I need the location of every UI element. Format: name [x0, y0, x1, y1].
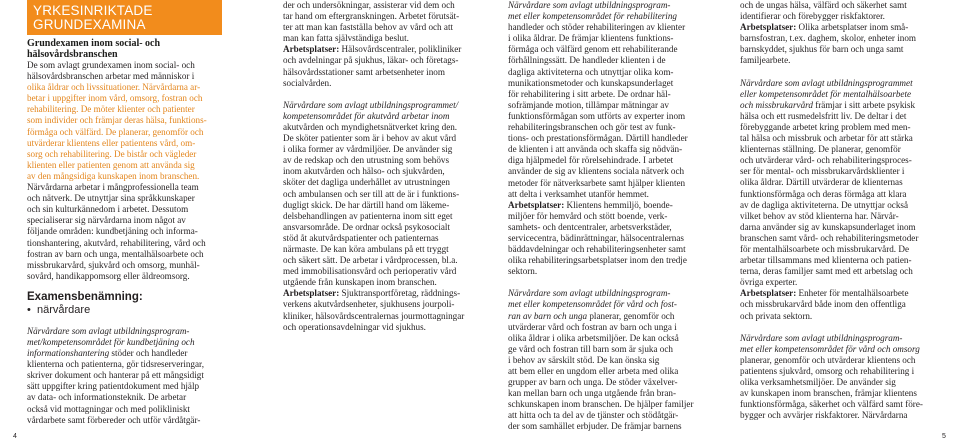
text-line — [740, 100, 936, 111]
text-line: i olika åldrar. De främjar klientens funktions- — [508, 33, 674, 44]
text-line: och nätverk. De utnyttjar sina språkkunskaper — [27, 193, 195, 204]
text-span: och missbrukarvård — [740, 99, 813, 110]
text-line: rehabilitering. De möter klienter och patienter — [27, 104, 195, 115]
text-line: att hitta och ta del av de tjänster och stödåtgär- — [508, 410, 679, 421]
text-line: terna, deras familjer samt med ett arbetslag och — [740, 266, 913, 277]
text-line: av de redskap och den utrustning som behövs — [283, 155, 449, 166]
text-line: stöd åt akutvårdspatienter och patienternas — [283, 232, 439, 243]
text-line: barnskyddet, sjukhus för barn och unga samt — [740, 44, 904, 55]
text-line: övriga experter. — [740, 277, 798, 288]
text-line: i olika former av vårdmiljöer. De använder sig — [283, 144, 453, 155]
text-line: funktionsförmåga och deras förmåga att klara — [740, 188, 907, 199]
text-line — [508, 311, 704, 322]
text-line: vårdarbete samt förbereder och utför vårdåtgär- — [27, 414, 201, 425]
text-line: de klienten i att använda och skaffa sig nödvän- — [508, 144, 683, 155]
text-line: tar hand om eftergranskningen. Arbetet förutsät- — [283, 11, 460, 22]
text-line: Närvårdarna arbetar i mångprofessionella team — [27, 182, 199, 193]
chapter-header-line2: GRUNDEXAMINA — [33, 17, 146, 32]
text-line: sofrämjande motion, tillämpar mätningar av — [508, 99, 669, 110]
text-line: att bem eller en ungdom eller arbeta med olika — [508, 366, 679, 376]
workplaces-paragraph-1 — [508, 200, 704, 278]
text-line: De som avlagt grundexamen inom social- och — [27, 60, 195, 70]
text-line: och ambulansen och ser till att de är i funktions- — [283, 188, 460, 199]
text-line: darna använder sig av kunskapsunderlaget inom — [740, 221, 916, 232]
text-line — [283, 288, 475, 299]
text-line: inom akutvården och hälso- och sjukvården, — [283, 166, 445, 177]
text-line: av de dagliga aktiviteterna. De utnyttjar också — [740, 199, 908, 210]
text-line: tions- och prestationsförmågan. Därtill handleder — [508, 133, 688, 144]
text-line: sovård, handikappomsorg eller äldreomsorg. — [27, 270, 190, 281]
text-line: också vid mottagningar och med polikliniskt — [27, 403, 190, 414]
text-line: Närvårdare som avlagt utbildningsprogram- — [740, 332, 903, 343]
text-line: av data- och informationsteknik. De arbetar — [27, 392, 187, 403]
text-line: kompetensområdet för akutvård arbetar inom — [283, 110, 450, 121]
section-title: Grundexamen inom social- och hälsovårdsbranschen — [27, 38, 161, 60]
text-line: av den mångsidiga kunskapen inom branschen. — [27, 170, 200, 181]
text-line: Närvårdare som avlagt utbildningsprogrammet/ — [283, 99, 459, 110]
text-line: sorg och rehabilitering. De bistår och vägleder — [27, 148, 197, 159]
text-line: schkunskapen inom branschen. De hjälper familjer — [508, 399, 694, 410]
text-line: att delta i verksamhet utanför hemmet. — [508, 188, 649, 199]
text-line: följande områden: kundbetjäning och informa- — [27, 226, 198, 237]
text-line: verkens akutvårdsenheter, sjukhusens jourpoli- — [283, 299, 455, 310]
text-line: förebyggande arbetet kring problem med men- — [740, 121, 911, 132]
paragraph-kundbetjaning — [27, 326, 222, 426]
text-span: Enheter för mentalhälsoarbete — [796, 288, 909, 299]
text-line: hälsa och ett rusmedelsfritt liv. De deltar i det — [740, 110, 907, 121]
text-line: dagliga aktiviteterna och utnyttjar olika kom- — [508, 66, 674, 77]
text-line: metoder för nätverksarbete samt hjälper klienten — [508, 177, 686, 188]
text-line: familjearbete. — [740, 55, 791, 66]
text-line: Närvårdare som avlagt utbildningsprogram- — [27, 325, 190, 336]
text-line: bäddavdelningar och rehabiliteringsenheter samt — [508, 244, 686, 255]
text-line: ansvarsområde. De ordnar också psykosocialt — [283, 221, 450, 232]
text-line: met eller kompetensområdet för vård och omsorg — [740, 343, 920, 354]
text-line: utvärderar vård och fostran av barn och unga i — [508, 321, 677, 332]
text-line: och sin kulturkännedom i arbetet. Dessutom — [27, 204, 189, 215]
text-span: Olika arbetsplatser inom små- — [796, 22, 909, 33]
text-line: miljöer för hemvård och stött boende, verk- — [508, 210, 668, 221]
text-line: rehabiliteringsbranschen och gör test av funk- — [508, 122, 676, 133]
text-line: av kunskapen inom branschen, främjar klientens — [740, 388, 917, 399]
text-line: och avdelningar på sjukhus, läkar- och företags- — [283, 55, 459, 66]
text-line: met eller kompetensområdet för vård och fost- — [508, 299, 677, 310]
text-line: förmåga och välfärd. De planerar, genomför och — [27, 126, 204, 137]
workplaces-paragraph-2 — [283, 288, 475, 332]
text-line: tal hälsa och missbruk och arbetar för att stärka — [740, 133, 913, 144]
text-span: främjar i sitt arbete psykisk — [812, 99, 916, 110]
chapter-header-line1: YRKESINRIKTADE — [33, 3, 153, 18]
intro-paragraph — [27, 60, 222, 282]
bullet-icon: • — [27, 303, 31, 316]
text-line: ser för mental- och missbrukarvårdsklienter i — [740, 166, 905, 177]
text-line: De sköter patienter som är i behov av akut vård — [283, 133, 457, 144]
text-line: akutvården och myndighetsnätverket kring den. — [283, 121, 458, 132]
text-line: planerar, genomför och utvärderar klientens och — [740, 354, 916, 365]
column-2 — [283, 0, 475, 333]
exam-list-item — [27, 304, 222, 317]
text-line: kan mellan barn och unga utgående från bran- — [508, 388, 676, 399]
text-line: olika verksamhetsmiljöer. De använder sig — [740, 377, 896, 387]
text-line: funktionsförmåga, säkerhet och välfärd samt före- — [740, 399, 923, 410]
text-span: informationshantering — [27, 348, 110, 359]
text-span: Hälsovårdscentraler, polikliniker — [339, 44, 462, 55]
text-line: bygger och avvärjer riskfaktorer. Närvårdarna — [740, 410, 908, 421]
text-span: stöder och handleder — [109, 348, 188, 359]
text-span: Sjuktransportföretag, räddnings- — [339, 288, 461, 299]
text-span: ran av barn och unga — [508, 310, 588, 321]
text-line: sköter det dagliga underhållet av utrustningen — [283, 177, 450, 188]
text-line: kliniker, hälsovårdscentralernas jourmottagningar — [283, 310, 465, 321]
text-line: ter att man kan fastställa behov av vård och att — [283, 22, 454, 33]
text-line: patientens sjukvård, omsorg och rehabilitering i — [740, 365, 915, 376]
paragraph-mentalhalsa — [740, 78, 936, 289]
text-line: der och undersökningar, assisterar vid dem och — [283, 0, 455, 10]
text-line: skriver dokument och hanterar på ett mångsidigt — [27, 370, 204, 381]
text-line: diga hjälpmedel för rörelsehindrade. I arbetet — [508, 155, 674, 166]
text-line: Närvårdare som avlagt utbildningsprogram- — [508, 0, 671, 10]
text-line — [508, 200, 704, 211]
workplaces-paragraph-1 — [283, 44, 475, 88]
text-line: barnsfostran, t.ex. daghem, skolor, enheter inom — [740, 33, 917, 44]
column-1 — [27, 0, 222, 426]
text-line: grupper av barn och unga. De stöder växelver- — [508, 377, 678, 388]
text-line: för mentalhälsoarbete och missbrukarvård. De — [740, 243, 910, 254]
text-line: klienterna och patienterna, gör tidsreserveringar, — [27, 359, 204, 370]
text-line: handleder och stöder rehabiliteringen av klienter — [508, 22, 686, 33]
text-line — [27, 348, 222, 359]
text-line: branschen samt vård- och rehabiliteringsmetoder — [740, 232, 919, 243]
text-line: vilket behov av stöd klienterna har. Närvår- — [740, 210, 899, 221]
workplaces-paragraph-1 — [740, 22, 936, 66]
text-line: missbrukarvård, sjukvård och omsorg, munhäl- — [27, 259, 200, 270]
text-line: arbetar tillsammans med klienterna och patien- — [740, 255, 912, 266]
text-line: förhållningssätt. De handleder klienten i de — [508, 55, 666, 66]
text-line: socialvården. — [283, 77, 332, 88]
text-line: identifierar och förebygger riskfaktorer. — [740, 11, 885, 22]
text-line: Närvårdare som avlagt utbildningsprogrammet — [740, 77, 913, 88]
paragraph-barn-unga — [508, 288, 704, 432]
workplaces-label: Arbetsplatser: — [740, 288, 797, 299]
text-line: olika åldrar i olika arbetsmiljöer. De kan också — [508, 332, 679, 343]
text-line: för rehabilitering i sitt arbete. De ordnar häl- — [508, 88, 671, 99]
text-line: olika åldrar. Därtill utvärderar de klienternas — [740, 177, 903, 188]
workplaces-label: Arbetsplatser: — [508, 199, 565, 210]
text-line: funktionsförmågan som utförts av experter inom — [508, 110, 686, 121]
text-line: och operationsavdelningar vid sjukhus. — [283, 321, 426, 332]
text-line: samhets- och dentcentraler, arbetsverkstäder, — [508, 221, 672, 232]
workplaces-paragraph-2 — [740, 288, 936, 321]
text-line: ge vård och fostran till barn som är sjuka och — [508, 343, 673, 354]
text-line: betar i uppgifter inom vård, omsorg, fostran och — [27, 93, 203, 104]
text-line: olika åldrar och livssituationer. Närvårdarna ar- — [27, 82, 201, 93]
text-line: olika rehabiliteringsarbetsplatser inom den tredje — [508, 255, 687, 266]
text-span: planerar, genomför och — [587, 310, 675, 321]
column-4 — [740, 0, 936, 421]
paragraph-rehabilitering — [508, 0, 704, 200]
text-line: der som samhället erbjuder. De främjar barnens — [508, 421, 682, 432]
exam-item-text: närvårdare — [37, 303, 91, 316]
text-line: närmaste. De kan köra ambulans på ett tryggt — [283, 243, 449, 254]
text-span: Klientens hemmiljö, boende- — [564, 199, 673, 210]
page-number-left: 4 — [13, 433, 17, 440]
paragraph-continued — [740, 0, 936, 22]
chapter-header — [27, 0, 222, 35]
text-line: specialiserar sig närvårdarna inom något av — [27, 215, 186, 226]
text-line: i behov av särskilt stöd. De kan önska sig — [508, 354, 660, 365]
paragraph-akutvard — [283, 100, 475, 289]
text-line: tionshantering, akutvård, rehabilitering, vård och — [27, 237, 206, 248]
text-line: utgående från kunskapen inom branschen. — [283, 277, 437, 288]
exam-title: Examensbenämning: — [27, 290, 143, 303]
page-number-right: 5 — [942, 433, 946, 440]
workplaces-label: Arbetsplatser: — [283, 44, 340, 55]
text-line: servicecentra, bädinrättningar, hälsocentralernas — [508, 232, 684, 243]
text-line: hälsovårdsstationer samt arbetsenheter inom — [283, 66, 445, 77]
text-line: klienternas ställning. De planerar, genomför — [740, 144, 901, 155]
text-line: delsbehandlingen av patienterna inom sitt eget — [283, 210, 453, 221]
paragraph-vard-omsorg — [740, 333, 936, 422]
text-line: man kan fatta självständiga beslut. — [283, 33, 409, 44]
text-line: och säkert sätt. De arbetar i vårdprocessen, bl.a. — [283, 255, 458, 266]
paragraph-continued — [283, 0, 475, 44]
text-line — [283, 44, 475, 55]
text-line: hälsovårdsbranschen arbetar med människor i — [27, 71, 195, 82]
text-line: met/kompetensområdet för kundbetjäning och — [27, 336, 195, 347]
text-line: eller kompetensområdet för mentalhälsoarbete — [740, 88, 912, 99]
workplaces-label: Arbetsplatser: — [283, 288, 340, 299]
text-line: klienten eller patienten genom att använda sig — [27, 159, 195, 170]
text-line: munikationsmetoder och kunskapsunderlaget — [508, 77, 674, 88]
text-line: Närvårdare som avlagt utbildningsprogram- — [508, 288, 671, 299]
text-line: sektorn. — [508, 266, 538, 277]
workplaces-label: Arbetsplatser: — [740, 22, 797, 33]
text-line — [740, 22, 936, 33]
text-line: sätt uppgifter kring patientdokument med hjälp — [27, 381, 200, 392]
text-line: och missbrukarvård både inom den offentliga — [740, 299, 906, 310]
text-line: met eller kompetensområdet för rehabilitering — [508, 11, 677, 22]
text-line: dugligt skick. De har därtill hand om läkeme- — [283, 199, 450, 210]
column-3 — [508, 0, 704, 433]
text-line — [740, 288, 936, 299]
text-line: och utvärderar vård- och rehabiliteringsproces- — [740, 155, 912, 166]
text-line: med immobilisationsvård och perioperativ vård — [283, 266, 457, 277]
text-line: och de ungas hälsa, välfärd och säkerhet samt — [740, 0, 907, 10]
text-line: förmåga och välfärd genom ett rehabiliterande — [508, 44, 678, 55]
text-line: som individer och främjar deras hälsa, funktions- — [27, 115, 207, 126]
text-line: använder de sig av klientens sociala nätverk och — [508, 166, 685, 177]
text-line: utvärderar klientens eller patientens vård, om- — [27, 137, 196, 148]
text-line: och privata sektorn. — [740, 310, 813, 321]
text-line: fostran av barn och unga, mentalhälsoarbete och — [27, 248, 204, 259]
